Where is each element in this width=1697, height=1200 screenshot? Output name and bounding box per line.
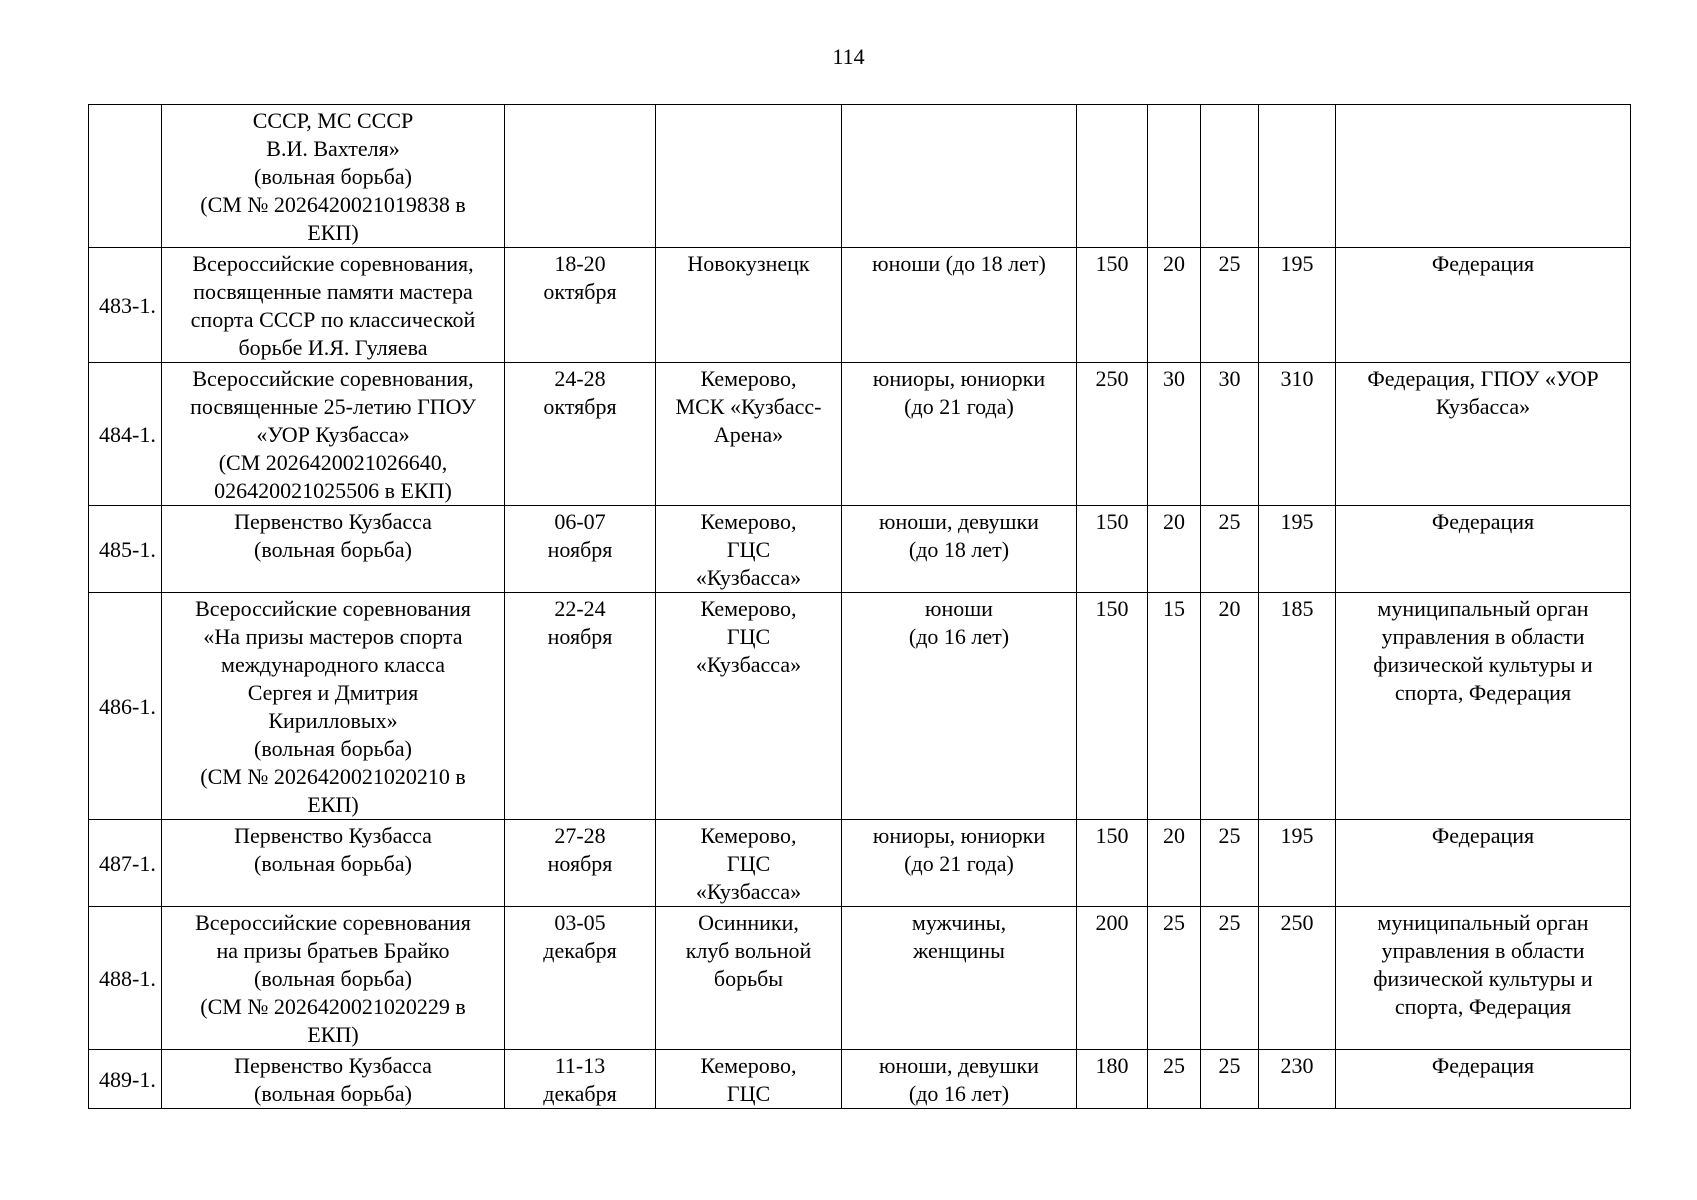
event-line: (вольная борьба)	[254, 966, 412, 991]
total-cell: 195	[1259, 820, 1336, 907]
total-cell: 250	[1259, 907, 1336, 1050]
place-cell	[656, 248, 842, 363]
date-cell	[505, 1050, 656, 1109]
participants-cell	[842, 363, 1077, 506]
table-body	[89, 105, 1631, 1109]
place-cell	[656, 105, 842, 248]
event-cell	[162, 820, 505, 907]
date-line: 27-28	[554, 823, 606, 848]
n3-cell: 25	[1201, 907, 1259, 1050]
date-line: 18-20	[554, 251, 606, 276]
org-line: спорта, Федерация	[1394, 680, 1572, 705]
n1-cell: 150	[1077, 593, 1148, 820]
row-number-cell: 485-1.	[89, 506, 162, 593]
total-cell: 185	[1259, 593, 1336, 820]
date-cell	[505, 363, 656, 506]
place-line: ГЦС	[726, 1081, 771, 1106]
event-cell	[162, 506, 505, 593]
place-line: Кемерово,	[700, 823, 797, 848]
place-line: Новокузнецк	[687, 251, 810, 276]
event-line: Первенство Кузбасса	[234, 1053, 432, 1078]
row-number-cell: 484-1.	[89, 363, 162, 506]
n2-cell: 20	[1148, 506, 1201, 593]
event-line: Кирилловых»	[268, 708, 398, 733]
n1-cell: 250	[1077, 363, 1148, 506]
place-line: «Кузбасса»	[695, 652, 802, 677]
page-number: 114	[832, 44, 865, 69]
participants-cell	[842, 593, 1077, 820]
event-line: посвященные памяти мастера	[193, 279, 473, 304]
total-cell: 195	[1259, 248, 1336, 363]
org-line: Федерация	[1431, 1053, 1535, 1078]
event-line: ЕКП)	[307, 220, 359, 245]
total-cell	[1259, 105, 1336, 248]
place-cell	[656, 363, 842, 506]
participants-line: мужчины,	[911, 910, 1007, 935]
org-cell	[1336, 1050, 1631, 1109]
place-line: «Кузбасса»	[695, 565, 802, 590]
n3-cell: 25	[1201, 820, 1259, 907]
org-line: Федерация	[1431, 823, 1535, 848]
n3-cell: 30	[1201, 363, 1259, 506]
event-line: «УОР Кузбасса»	[256, 422, 410, 447]
participants-line: юноши	[925, 596, 993, 621]
event-line: (вольная борьба)	[254, 164, 412, 189]
date-cell	[505, 248, 656, 363]
org-line: муниципальный орган	[1377, 910, 1589, 935]
event-line: Сергея и Дмитрия	[247, 680, 419, 705]
event-line: борьбе И.Я. Гуляева	[238, 335, 428, 360]
org-line: управления в области	[1381, 624, 1585, 649]
event-line: ЕКП)	[307, 1022, 359, 1047]
date-cell	[505, 820, 656, 907]
n2-cell: 25	[1148, 1050, 1201, 1109]
org-cell	[1336, 506, 1631, 593]
table-row	[89, 1050, 1631, 1109]
place-line: клуб вольной	[685, 938, 812, 963]
n1-cell: 150	[1077, 820, 1148, 907]
participants-line: (до 18 лет)	[908, 537, 1010, 562]
table-row	[89, 363, 1631, 506]
org-line: Кузбасса»	[1435, 394, 1531, 419]
n1-cell	[1077, 105, 1148, 248]
event-cell	[162, 1050, 505, 1109]
event-line: Всероссийские соревнования	[195, 910, 471, 935]
participants-line: юноши (до 18 лет)	[872, 251, 1046, 276]
table-row	[89, 248, 1631, 363]
place-line: ГЦС	[726, 851, 771, 876]
place-line: «Кузбасса»	[695, 879, 802, 904]
participants-line: юноши, девушки	[879, 1053, 1039, 1078]
participants-cell	[842, 248, 1077, 363]
n1-cell: 150	[1077, 506, 1148, 593]
date-cell	[505, 506, 656, 593]
total-cell: 230	[1259, 1050, 1336, 1109]
row-number-cell	[89, 105, 162, 248]
participants-cell	[842, 105, 1077, 248]
event-line: Всероссийские соревнования,	[192, 366, 474, 391]
table-row	[89, 820, 1631, 907]
place-line: Кемерово,	[700, 366, 797, 391]
date-line: 22-24	[554, 596, 606, 621]
total-cell: 195	[1259, 506, 1336, 593]
event-line: 026420021025506 в ЕКП)	[214, 478, 452, 503]
date-cell	[505, 907, 656, 1050]
row-number-cell: 488-1.	[89, 907, 162, 1050]
date-line: 03-05	[554, 910, 606, 935]
n2-cell: 15	[1148, 593, 1201, 820]
date-line: октября	[543, 394, 617, 419]
n1-cell: 200	[1077, 907, 1148, 1050]
participants-cell	[842, 1050, 1077, 1109]
table-row	[89, 506, 1631, 593]
place-line: борьбы	[713, 966, 784, 991]
event-line: Всероссийские соревнования	[195, 596, 471, 621]
event-cell	[162, 105, 505, 248]
event-line: международного класса	[221, 652, 445, 677]
place-line: Осинники,	[698, 910, 799, 935]
event-line: (СМ № 2026420021020210 в	[200, 764, 466, 789]
date-line: октября	[543, 279, 617, 304]
org-cell	[1336, 105, 1631, 248]
row-number-cell: 487-1.	[89, 820, 162, 907]
event-cell	[162, 248, 505, 363]
events-table	[88, 104, 1631, 1109]
n2-cell	[1148, 105, 1201, 248]
row-number-cell: 483-1.	[89, 248, 162, 363]
n2-cell: 30	[1148, 363, 1201, 506]
place-cell	[656, 1050, 842, 1109]
n2-cell: 20	[1148, 820, 1201, 907]
participants-line: (до 21 года)	[904, 394, 1014, 419]
place-line: Арена»	[713, 422, 784, 447]
n1-cell: 180	[1077, 1050, 1148, 1109]
event-line: ЕКП)	[307, 792, 359, 817]
event-line: (СМ № 2026420021019838 в	[200, 192, 466, 217]
n3-cell: 25	[1201, 1050, 1259, 1109]
org-cell	[1336, 593, 1631, 820]
event-line: Всероссийские соревнования,	[192, 251, 474, 276]
org-line: управления в области	[1381, 938, 1585, 963]
place-cell	[656, 593, 842, 820]
participants-cell	[842, 907, 1077, 1050]
date-line: 06-07	[554, 509, 606, 534]
participants-line: юниоры, юниорки	[872, 366, 1046, 391]
n1-cell: 150	[1077, 248, 1148, 363]
date-line: декабря	[543, 938, 617, 963]
event-line: на призы братьев Брайко	[216, 938, 450, 963]
n2-cell: 20	[1148, 248, 1201, 363]
org-line: Федерация	[1431, 509, 1535, 534]
date-cell	[505, 105, 656, 248]
participants-line: юниоры, юниорки	[872, 823, 1046, 848]
place-cell	[656, 907, 842, 1050]
place-cell	[656, 506, 842, 593]
date-line: ноября	[547, 851, 613, 876]
total-cell: 310	[1259, 363, 1336, 506]
event-line: посвященные 25-летию ГПОУ	[190, 394, 476, 419]
participants-line: (до 16 лет)	[908, 1081, 1010, 1106]
participants-cell	[842, 506, 1077, 593]
n3-cell: 25	[1201, 248, 1259, 363]
event-line: (вольная борьба)	[254, 851, 412, 876]
date-line: 11-13	[554, 1053, 606, 1078]
date-line: ноября	[547, 624, 613, 649]
org-line: муниципальный орган	[1377, 596, 1589, 621]
date-line: декабря	[543, 1081, 617, 1106]
n2-cell: 25	[1148, 907, 1201, 1050]
event-cell	[162, 593, 505, 820]
org-line: спорта, Федерация	[1394, 994, 1572, 1019]
event-line: (СМ 2026420021026640,	[218, 450, 448, 475]
n3-cell: 20	[1201, 593, 1259, 820]
date-line: 24-28	[554, 366, 606, 391]
n3-cell: 25	[1201, 506, 1259, 593]
row-number-cell: 489-1.	[89, 1050, 162, 1109]
org-line: Федерация, ГПОУ «УОР	[1367, 366, 1599, 391]
participants-line: (до 16 лет)	[908, 624, 1010, 649]
table-row	[89, 907, 1631, 1050]
org-cell	[1336, 907, 1631, 1050]
place-line: Кемерово,	[700, 509, 797, 534]
place-line: Кемерово,	[700, 596, 797, 621]
event-line: (вольная борьба)	[254, 1081, 412, 1106]
event-line: (вольная борьба)	[254, 537, 412, 562]
place-line: МСК «Кузбасс-	[675, 394, 822, 419]
participants-line: юноши, девушки	[879, 509, 1039, 534]
participants-cell	[842, 820, 1077, 907]
date-cell	[505, 593, 656, 820]
event-cell	[162, 907, 505, 1050]
date-line: ноября	[547, 537, 613, 562]
org-line: Федерация	[1431, 251, 1535, 276]
org-line: физической культуры и	[1373, 966, 1593, 991]
event-line: Первенство Кузбасса	[234, 823, 432, 848]
place-line: Кемерово,	[700, 1053, 797, 1078]
event-line: (вольная борьба)	[254, 736, 412, 761]
place-line: ГЦС	[726, 537, 771, 562]
org-cell	[1336, 820, 1631, 907]
event-line: «На призы мастеров спорта	[203, 624, 463, 649]
org-cell	[1336, 248, 1631, 363]
event-line: СССР, МС СССР	[252, 108, 414, 133]
event-line: спорта СССР по классической	[190, 307, 476, 332]
event-line: Первенство Кузбасса	[234, 509, 432, 534]
table-row	[89, 105, 1631, 248]
participants-line: (до 21 года)	[904, 851, 1014, 876]
row-number-cell: 486-1.	[89, 593, 162, 820]
org-cell	[1336, 363, 1631, 506]
participants-line: женщины	[913, 938, 1005, 963]
event-cell	[162, 363, 505, 506]
org-line: физической культуры и	[1373, 652, 1593, 677]
table-row	[89, 593, 1631, 820]
event-line: (СМ № 2026420021020229 в	[200, 994, 466, 1019]
event-line: В.И. Вахтеля»	[266, 136, 400, 161]
n3-cell	[1201, 105, 1259, 248]
place-line: ГЦС	[726, 624, 771, 649]
place-cell	[656, 820, 842, 907]
